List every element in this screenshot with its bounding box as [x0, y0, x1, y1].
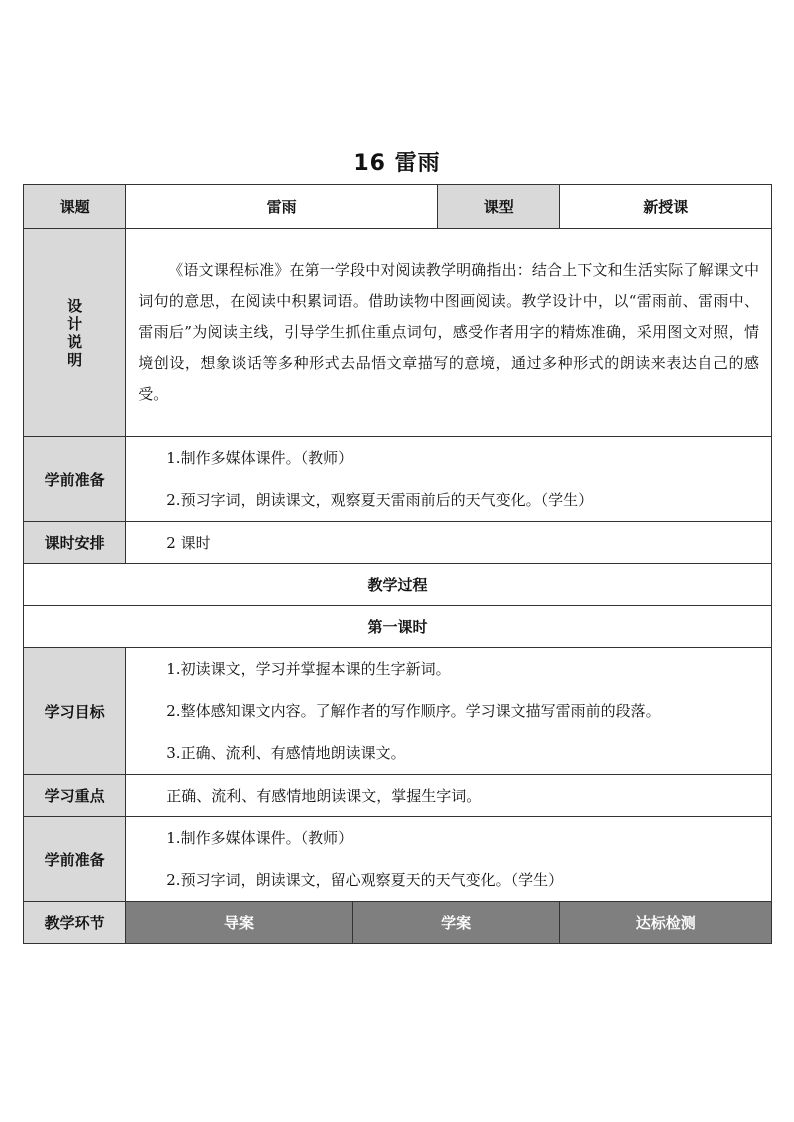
prep-row-1	[24, 437, 772, 522]
topic-row	[24, 185, 772, 229]
teaching-header-row	[24, 902, 772, 944]
schedule-label: 课时安排	[24, 522, 126, 564]
design-label: 设计说明	[67, 296, 83, 369]
prep-label-1: 学前准备	[24, 437, 126, 522]
topic-value: 雷雨	[126, 185, 438, 229]
process-row	[24, 564, 772, 606]
list-item: 2.整体感知课文内容。了解作者的写作顺序。学习课文描写雷雨前的段落。	[166, 702, 661, 720]
goals-list	[126, 648, 772, 775]
prep-list-2	[126, 817, 772, 902]
study-header: 学案	[352, 902, 560, 944]
focus-value: 正确、流利、有感情地朗读课文，掌握生字词。	[126, 775, 772, 817]
list-item: 3.正确、流利、有感情地朗读课文。	[166, 744, 406, 762]
topic-label: 课题	[24, 185, 126, 229]
goals-label: 学习目标	[24, 648, 126, 775]
list-item: 1.初读课文，学习并掌握本课的生字新词。	[166, 660, 451, 678]
schedule-value: 2 课时	[126, 522, 772, 564]
list-item: 2.预习字词，朗读课文，留心观察夏天的天气变化。（学生）	[166, 871, 564, 889]
prep-row-2	[24, 817, 772, 902]
focus-label: 学习重点	[24, 775, 126, 817]
design-text: 《语文课程标准》在第一学段中对阅读教学明确指出：结合上下文和生活实际了解课文中词句的意思，在阅读中积累词语。借助读物中图画阅读。教学设计中，以“雷雨前、雷雨中、雷雨后”为阅读主线，引导学生抓住重点词句，感受作者用字的精炼准确，采用图文对照，情境创设，想象谈话等多种形式去品悟文章描写的意境，通过多种形式的朗读来表达自己的感受。	[126, 229, 772, 437]
list-item: 1.制作多媒体课件。（教师）	[166, 829, 354, 847]
teaching-stage-label: 教学环节	[24, 902, 126, 944]
lesson-title: 第一课时	[24, 606, 772, 648]
schedule-row	[24, 522, 772, 564]
goals-row	[24, 648, 772, 775]
guide-header: 导案	[126, 902, 353, 944]
process-title: 教学过程	[24, 564, 772, 606]
prep-list-1	[126, 437, 772, 522]
lesson-type-value: 新授课	[560, 185, 772, 229]
lesson-plan-table	[23, 184, 772, 944]
lesson-type-label: 课型	[438, 185, 560, 229]
prep-label-2: 学前准备	[24, 817, 126, 902]
page-title: 16 雷雨	[353, 151, 441, 176]
focus-row	[24, 775, 772, 817]
list-item: 1.制作多媒体课件。（教师）	[166, 449, 354, 467]
list-item: 2.预习字词，朗读课文，观察夏天雷雨前后的天气变化。（学生）	[166, 491, 594, 509]
lesson-row	[24, 606, 772, 648]
design-row	[24, 229, 772, 437]
assessment-header: 达标检测	[560, 902, 772, 944]
design-label-cell	[24, 229, 126, 437]
